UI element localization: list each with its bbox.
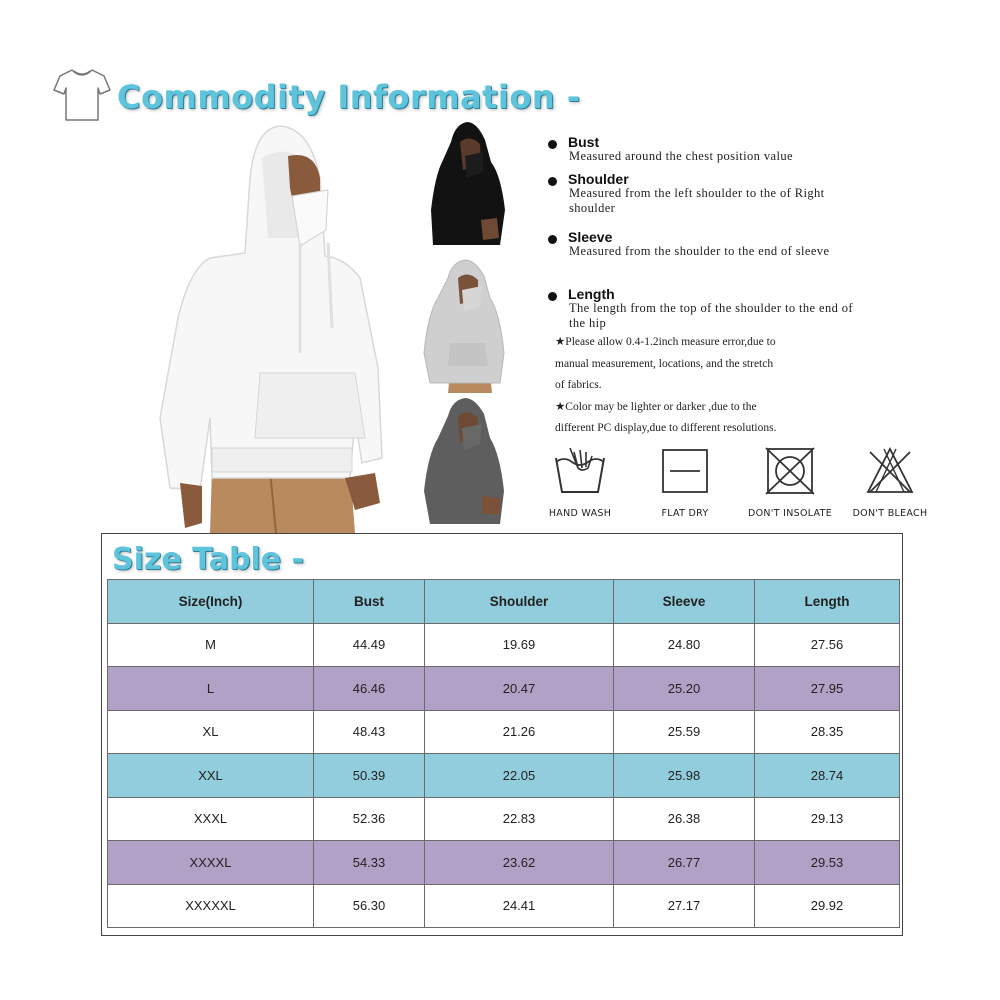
dark-gray-hoodie-photo <box>420 396 510 536</box>
care-label: DON'T INSOLATE <box>747 508 833 519</box>
cell-bust: 48.43 <box>314 710 425 754</box>
bullet-icon <box>548 140 557 149</box>
cell-bust: 44.49 <box>314 623 425 667</box>
cell-shoulder: 19.69 <box>425 623 614 667</box>
hand-wash-icon <box>552 446 608 496</box>
cell-length: 29.13 <box>755 797 900 841</box>
table-row <box>108 623 900 667</box>
note-line: ★Please allow 0.4-1.2inch measure error,due to <box>555 336 776 348</box>
cell-length: 29.53 <box>755 841 900 885</box>
table-row <box>108 841 900 885</box>
cell-size: XXXXL <box>108 841 314 885</box>
cell-length: 27.95 <box>755 667 900 711</box>
care-hand-wash <box>535 446 625 519</box>
spec-description: Measured around the chest position value <box>569 149 793 163</box>
cell-size: XXXL <box>108 797 314 841</box>
cell-bust: 50.39 <box>314 754 425 798</box>
cell-length: 27.56 <box>755 623 900 667</box>
cell-sleeve: 25.59 <box>614 710 755 754</box>
bullet-icon <box>548 292 557 301</box>
table-row <box>108 797 900 841</box>
spec-name: Length <box>568 286 615 302</box>
tshirt-icon <box>52 66 112 129</box>
cell-shoulder: 23.62 <box>425 841 614 885</box>
cell-bust: 46.46 <box>314 667 425 711</box>
cell-shoulder: 22.83 <box>425 797 614 841</box>
table-row <box>108 884 900 928</box>
cell-shoulder: 20.47 <box>425 667 614 711</box>
column-header-shoulder: Shoulder <box>425 580 614 624</box>
dont-insolate-icon <box>762 446 818 496</box>
care-label: FLAT DRY <box>661 508 709 519</box>
cell-sleeve: 26.38 <box>614 797 755 841</box>
bullet-icon <box>548 235 557 244</box>
spec-description: Measured from the left shoulder to the of Right shoulder <box>569 186 825 215</box>
cell-size: M <box>108 623 314 667</box>
cell-size: L <box>108 667 314 711</box>
cell-size: XXL <box>108 754 314 798</box>
size-table-title: Size Table - <box>112 542 304 577</box>
care-label: DON'T BLEACH <box>852 508 928 519</box>
care-label: HAND WASH <box>548 508 612 519</box>
column-header-length: Length <box>755 580 900 624</box>
cell-shoulder: 22.05 <box>425 754 614 798</box>
table-header-row <box>108 580 900 624</box>
size-table <box>107 579 900 928</box>
cell-sleeve: 24.80 <box>614 623 755 667</box>
column-header-bust: Bust <box>314 580 425 624</box>
dont-bleach-icon <box>862 446 918 496</box>
spec-name: Sleeve <box>568 229 613 245</box>
note-line: different PC display,due to different resolutions. <box>555 422 777 434</box>
column-header-sleeve: Sleeve <box>614 580 755 624</box>
measurement-notes <box>555 332 815 440</box>
spec-name: Shoulder <box>568 171 629 187</box>
note-line: manual measurement, locations, and the stretch <box>555 357 774 370</box>
care-dont-bleach <box>845 446 935 519</box>
black-hoodie-photo <box>425 120 510 260</box>
cell-length: 28.74 <box>755 754 900 798</box>
cell-sleeve: 27.17 <box>614 884 755 928</box>
page-title: Commodity Information - <box>117 78 581 116</box>
cell-sleeve: 26.77 <box>614 841 755 885</box>
size-table-panel <box>101 533 903 936</box>
cell-size: XXXXXL <box>108 884 314 928</box>
spec-name: Bust <box>568 134 600 150</box>
white-hoodie-photo <box>150 118 385 538</box>
cell-sleeve: 25.98 <box>614 754 755 798</box>
care-dont-insolate <box>745 446 835 519</box>
cell-bust: 56.30 <box>314 884 425 928</box>
bullet-icon <box>548 177 557 186</box>
spec-description: Measured from the shoulder to the end of sleeve <box>569 244 830 258</box>
note-line: of fabrics. <box>555 379 602 391</box>
cell-length: 28.35 <box>755 710 900 754</box>
flat-dry-icon <box>660 446 710 496</box>
cell-length: 29.92 <box>755 884 900 928</box>
column-header-size: Size(Inch) <box>108 580 314 624</box>
care-flat-dry <box>640 446 730 519</box>
cell-sleeve: 25.20 <box>614 667 755 711</box>
cell-shoulder: 24.41 <box>425 884 614 928</box>
cell-shoulder: 21.26 <box>425 710 614 754</box>
cell-bust: 52.36 <box>314 797 425 841</box>
light-gray-hoodie-photo <box>420 258 510 398</box>
cell-bust: 54.33 <box>314 841 425 885</box>
note-line: ★Color may be lighter or darker ,due to the <box>555 400 757 413</box>
table-row <box>108 710 900 754</box>
table-row <box>108 667 900 711</box>
cell-size: XL <box>108 710 314 754</box>
table-row <box>108 754 900 798</box>
spec-description: The length from the top of the shoulder to the end of the hip <box>569 301 853 330</box>
